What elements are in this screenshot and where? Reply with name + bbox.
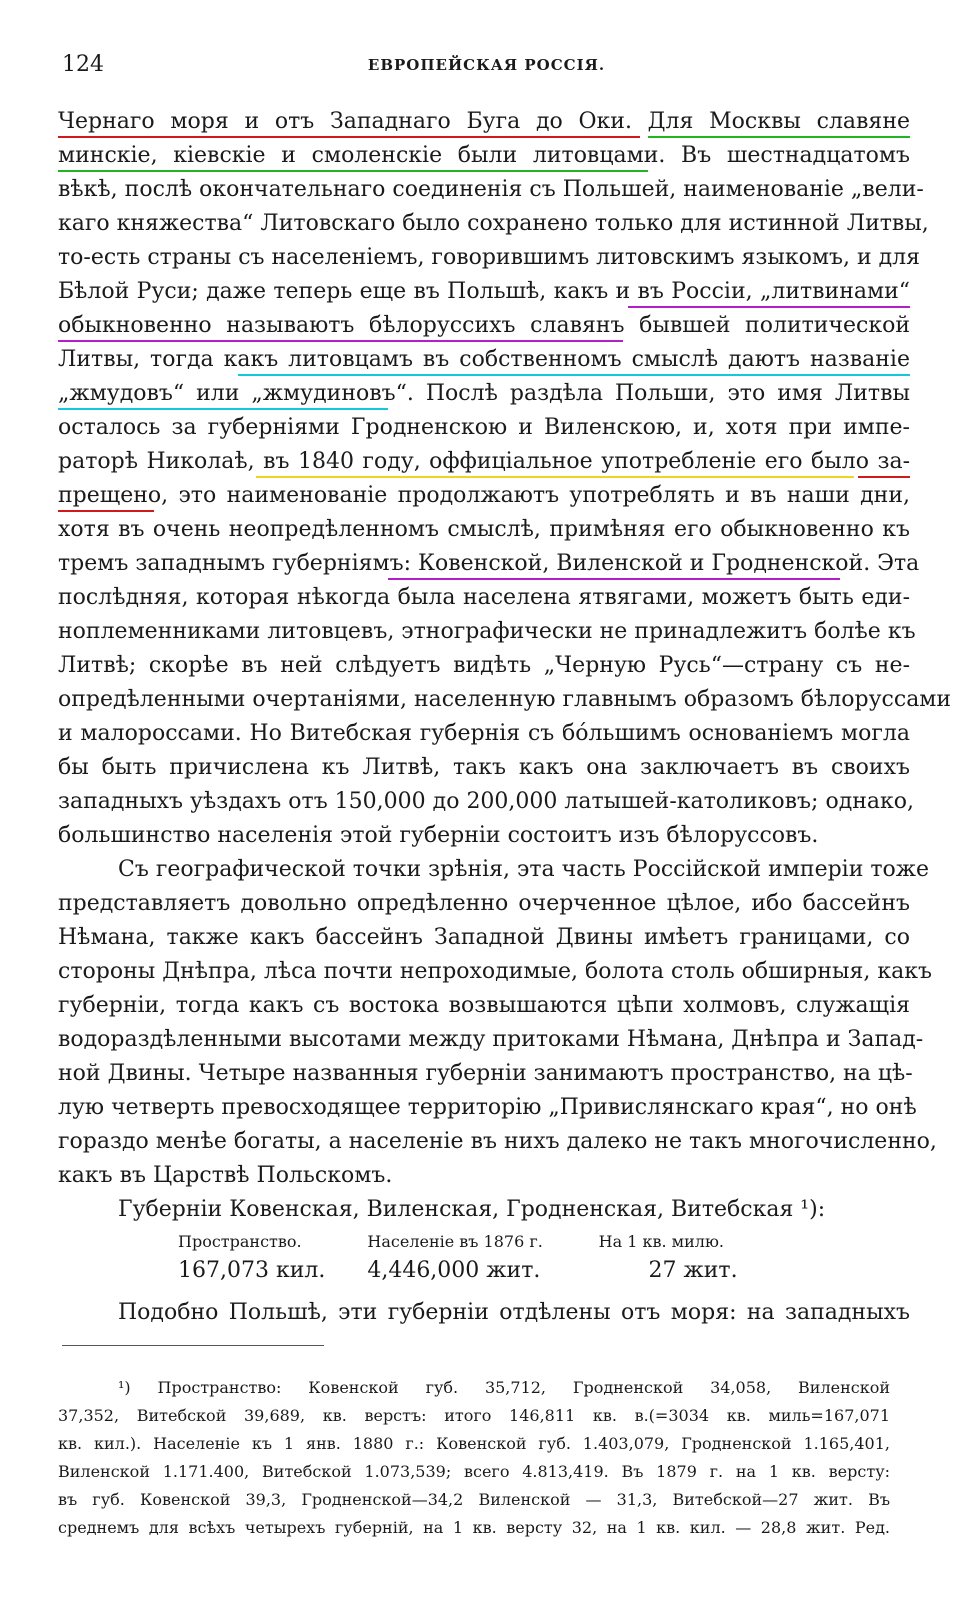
yellow-underline bbox=[256, 476, 854, 478]
cyan-underline bbox=[58, 408, 388, 410]
table-value-area: 167,073 кил. bbox=[178, 1258, 326, 1283]
text-line: хотя въ очень неопредѣленномъ смыслѣ, примѣняя его обыкновенно къ bbox=[58, 517, 910, 542]
text-line: Нѣмана, также какъ бассейнъ Западной Двины имѣетъ границами, со bbox=[58, 925, 910, 950]
text-line: стороны Днѣпра, лѣса почти непроходимые, болота столь обширныя, какъ bbox=[58, 959, 933, 984]
table-header-area: Пространство. bbox=[178, 1232, 302, 1251]
text-line: обыкновенно называютъ бѣлоруссихъ славянъ бывшей политической bbox=[58, 309, 910, 343]
text-line: Съ географической точки зрѣнія, эта часть Россійской имперіи тоже bbox=[118, 857, 930, 882]
red-underline bbox=[58, 510, 154, 512]
text-line: гораздо менѣе богаты, а населеніе въ нихъ далеко не такъ многочисленно, bbox=[58, 1129, 937, 1154]
text-line: западныхъ уѣздахъ отъ 150,000 до 200,000 латышей-католиковъ; однако, bbox=[58, 789, 915, 814]
footnote-line: ¹) Пространство: Ковенской губ. 35,712, Гродненской 34,058, Виленской bbox=[118, 1378, 890, 1397]
magenta-underline bbox=[388, 578, 840, 580]
text-line: раторѣ Николаѣ, въ 1840 году, оффиціальное употребленіе его было за- bbox=[58, 445, 910, 479]
text-line: минскіе, кіевскіе и смоленскіе были литовцами. Въ шестнадцатомъ bbox=[58, 139, 910, 173]
footnote-line: среднемъ для всѣхъ четырехъ губерній, на 1 кв. версту 32, на 1 кв. кил. — 28,8 жит. Ред. bbox=[58, 1518, 890, 1537]
table-value-population: 4,446,000 жит. bbox=[367, 1258, 541, 1283]
text-line: послѣдняя, которая нѣкогда была населена ятвягами, можетъ быть еди- bbox=[58, 585, 910, 610]
table-value-row bbox=[178, 1254, 798, 1288]
green-underline bbox=[58, 170, 648, 172]
running-title: ЕВРОПЕЙСКАЯ РОССІЯ. bbox=[367, 56, 606, 74]
footnote bbox=[58, 1374, 890, 1542]
continuation-line: Подобно Польшѣ, эти губерніи отдѣлены отъ моря: на западныхъ bbox=[118, 1300, 910, 1325]
text-line: прещено, это наименованіе продолжаютъ употреблять и въ наши дни, bbox=[58, 479, 910, 513]
text-line: каго княжества“ Литовскаго было сохранено только для истинной Литвы, bbox=[58, 211, 929, 236]
table-header-density: На 1 кв. милю. bbox=[598, 1232, 724, 1251]
text-line: губерніи, тогда какъ съ востока возвышаются цѣпи холмовъ, служащія bbox=[58, 993, 910, 1018]
footnote-line: 37,352, Витебской 39,689, кв. верстъ: итого 146,811 кв. в.(=3034 кв. миль=167,071 bbox=[58, 1406, 890, 1425]
text-line: и малороссами. Но Витебская губернія съ бóльшимъ основаніемъ могла bbox=[58, 721, 910, 746]
text-line: вѣкѣ, послѣ окончательнаго соединенія съ Польшей, наименованіе „вели- bbox=[58, 177, 924, 202]
magenta-underline bbox=[58, 340, 623, 342]
page-number: 124 bbox=[62, 52, 104, 77]
green-underline bbox=[648, 136, 910, 138]
text-line: представляетъ довольно опредѣленно очерченное цѣлое, ибо бассейнъ bbox=[58, 891, 910, 916]
table-header-population: Населеніе въ 1876 г. bbox=[367, 1232, 543, 1251]
text-line: какъ въ Царствѣ Польскомъ. bbox=[58, 1163, 393, 1188]
text-line: „жмудовъ“ или „жмудиновъ“. Послѣ раздѣла Польши, это имя Литвы bbox=[58, 377, 910, 411]
red-underline bbox=[58, 136, 640, 138]
page-header bbox=[62, 52, 911, 86]
footnote-line: кв. кил.). Населеніе къ 1 янв. 1880 г.: Ковенской губ. 1.403,079, Гродненской 1.165,401, bbox=[58, 1434, 890, 1453]
text-line: большинство населенія этой губерніи состоитъ изъ бѣлоруссовъ. bbox=[58, 823, 819, 848]
red-underline bbox=[858, 476, 910, 478]
footnote-line: Виленской 1.171.400, Витебской 1.073,539; всего 4.813,419. Въ 1879 г. на 1 кв. версту: bbox=[58, 1462, 890, 1481]
main-text bbox=[58, 105, 952, 1227]
text-line: ноплеменниками литовцевъ, этнографически не принадлежитъ болѣе къ bbox=[58, 619, 916, 644]
cyan-underline bbox=[238, 374, 910, 376]
text-line: осталось за губерніями Гродненскою и Виленскою, и, хотя при импе- bbox=[58, 415, 910, 440]
text-line: тремъ западнымъ губерніямъ: Ковенской, Виленской и Гродненской. Эта bbox=[58, 547, 910, 581]
text-line: то-есть страны съ населеніемъ, говорившимъ литовскимъ языкомъ, и для bbox=[58, 245, 920, 270]
table-header-row bbox=[178, 1230, 798, 1254]
text-line: Чернаго моря и отъ Западнаго Буга до Оки. Для Москвы славяне bbox=[58, 105, 910, 139]
footnote-line: въ губ. Ковенской 39,3, Гродненской—34,2 Виленской — 31,3, Витебской—27 жит. Въ bbox=[58, 1490, 890, 1509]
statistics-table bbox=[178, 1230, 798, 1288]
footnote-divider bbox=[62, 1345, 324, 1346]
text-line: ной Двины. Четыре названныя губерніи занимаютъ пространство, на цѣ- bbox=[58, 1061, 913, 1086]
text-line: бы быть причислена къ Литвѣ, такъ какъ она заключаетъ въ своихъ bbox=[58, 755, 910, 780]
text-line: Бѣлой Руси; даже теперь еще въ Польшѣ, какъ и въ Россіи, „литвинами“ bbox=[58, 275, 910, 309]
text-line: водораздѣленными высотами между притоками Нѣмана, Днѣпра и Запад- bbox=[58, 1027, 924, 1052]
text-line: лую четверть превосходящее территорію „Привислянскаго края“, но онѣ bbox=[58, 1095, 917, 1120]
text-line: Литвы, тогда какъ литовцамъ въ собственномъ смыслѣ даютъ названіе bbox=[58, 343, 910, 377]
text-line: опредѣленными очертаніями, населенную главнымъ образомъ бѣлоруссами bbox=[58, 687, 952, 712]
text-line: Литвѣ; скорѣе въ ней слѣдуетъ видѣть „Черную Русь“—страну съ не- bbox=[58, 653, 910, 678]
table-value-density: 27 жит. bbox=[648, 1258, 738, 1283]
magenta-underline bbox=[628, 306, 910, 308]
text-line: Губерніи Ковенская, Виленская, Гродненская, Витебская ¹): bbox=[118, 1197, 826, 1222]
